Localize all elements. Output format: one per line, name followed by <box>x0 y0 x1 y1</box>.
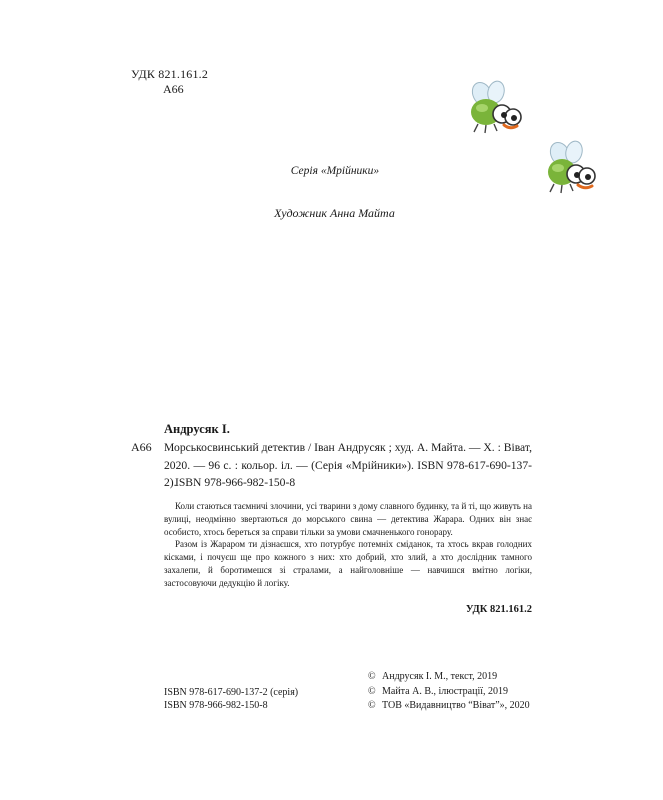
copyright-text: Майта А. В., ілюстрації, 2019 <box>382 685 509 697</box>
copyright-symbol: © <box>368 671 376 682</box>
isbn-series: ISBN 978-617-690-137-2 (серія) <box>164 687 299 698</box>
isbn-list <box>164 686 298 712</box>
author-mark: А66 <box>131 440 152 454</box>
udk-code-bottom: УДК 821.161.2 <box>465 604 532 615</box>
bibliographic-description: Морськосвинський детектив / Іван Андрусяк ; худ. А. Майта. — Х. : Віват, 2020. — 96 с. : кольор. іл. — (Серія «Мрійники»). ISBN 978-617-690-137-2). <box>164 441 532 489</box>
copyright-block <box>368 670 530 714</box>
copyright-text: ТОВ «Видавництво “Віват”», 2020 <box>382 700 530 711</box>
copyright-line <box>368 699 530 714</box>
author-heading: Андрусяк І. <box>164 422 230 436</box>
annotation <box>164 500 532 590</box>
udk-code-top: УДК 821.161.2 <box>131 67 209 81</box>
series-title: Серія «Мрійники» <box>290 165 380 177</box>
copyright-line <box>368 670 530 685</box>
annotation-paragraph: Разом із Жараром ти дізнаєшся, хто потурбує потемніх сміданок, та хтось вкрав голодних кісками, і почуєш ще про кожного з них: хто добрий, хто злий, а хто дослідник тамного захалепи, й боротимешся зі стралами, а найголовніше — навчишся вмітно логіки, застосовуючи дедукцію й логіку. <box>164 539 532 588</box>
author-mark-top: А66 <box>163 82 184 96</box>
copyright-text: Андрусяк І. М., текст, 2019 <box>382 671 498 682</box>
fly-illustration-icon <box>460 80 524 136</box>
copyright-symbol: © <box>368 700 376 711</box>
isbn-line: ISBN 978-966-982-150-8 <box>175 476 296 489</box>
isbn-book: ISBN 978-966-982-150-8 <box>164 700 268 711</box>
illustrator-credit: Художник Анна Майта <box>274 206 395 220</box>
copyright-line <box>368 685 530 700</box>
copyright-symbol: © <box>368 685 376 697</box>
annotation-paragraph: Коли стаються таємничі злочини, усі тварини з дому славного будинку, та й ті, що живуть на вулиці, неодмінно звертаються до морського свина — детектива Жарара. Одних він знає особисто, хтось береться за справи тільки за умови смачненького гонорару. <box>164 501 532 537</box>
